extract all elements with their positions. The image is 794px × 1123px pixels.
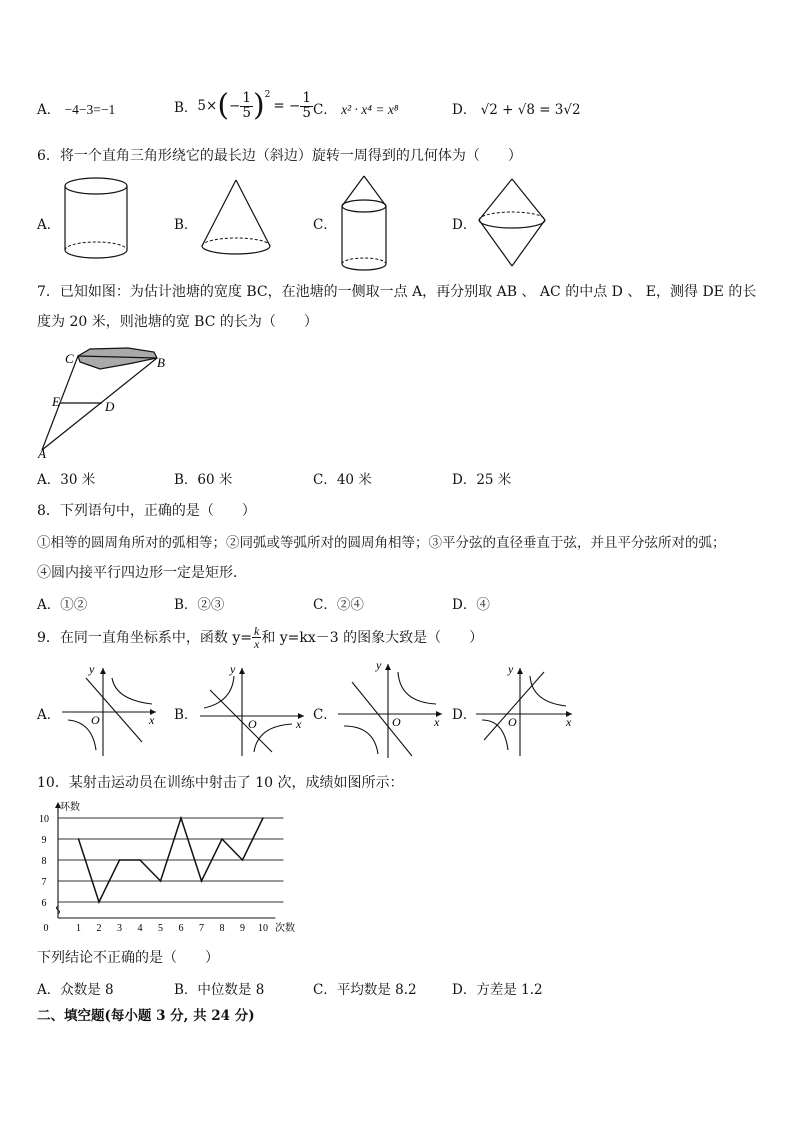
data-point: [160, 880, 162, 882]
q9-stem-post: 和 y=kx－3 的图象大致是（ ）: [261, 630, 484, 646]
q8-option-d: D．④: [452, 597, 490, 613]
q5-option-c: [313, 98, 399, 118]
y-tick-label: 9: [41, 835, 47, 846]
q7-option-c: C．40 米: [313, 472, 372, 488]
origin-label: O: [91, 713, 100, 727]
q9-label-a: A．: [37, 707, 61, 723]
y-tick-label: 8: [41, 856, 47, 867]
x-tick-label: 8: [219, 923, 225, 934]
q9-graph-a: [58, 660, 166, 760]
x-tick-label: 6: [178, 923, 184, 934]
x-tick-label: 5: [158, 923, 163, 934]
q6-cylinder-figure: [58, 172, 134, 272]
q5-option-c-label: C．: [313, 102, 337, 118]
y-axis-title: 环数: [60, 802, 80, 813]
right-paren: ): [252, 88, 265, 123]
q7-option-b: B．60 米: [174, 472, 233, 488]
q6-label-a: A．: [37, 217, 61, 233]
data-point: [119, 859, 121, 861]
q9-label-d: D．: [452, 707, 477, 723]
data-point: [262, 817, 264, 819]
y-tick-label: 10: [39, 814, 49, 825]
y-axis-label: y: [508, 662, 514, 676]
point-e-label: E: [52, 394, 60, 409]
data-point: [201, 880, 203, 882]
q5-option-b-lead: 5×: [197, 98, 218, 114]
data-point: [221, 838, 223, 840]
q10-option-a: A．众数是 8: [37, 982, 114, 998]
y-axis-label: y: [230, 662, 236, 676]
data-point: [180, 817, 182, 819]
point-a-label: A: [38, 446, 46, 460]
q9-stem-pre: 9．在同一直角坐标系中，函数 y=: [37, 630, 252, 646]
x-axis-label: x: [296, 717, 302, 731]
q5-option-b-eq: = −: [273, 98, 301, 114]
x-tick-label: 9: [240, 923, 245, 934]
q8-statement-line2: ④圆内接平行四边形一定是矩形．: [37, 565, 247, 581]
q8-option-a: A．①②: [37, 597, 88, 613]
q5-option-b: B． 5× ( − $\frac{1}{5}$ ) 2 = − $\frac{1}{5}$: [174, 88, 311, 123]
x-tick-label: 3: [117, 923, 122, 934]
origin-tick-label: 0: [43, 923, 49, 934]
q6-stem: 6．将一个直角三角形绕它的最长边（斜边）旋转一周得到的几何体为（ ）: [37, 148, 522, 164]
q8-stem: 8．下列语句中，正确的是（ ）: [37, 503, 256, 519]
q9-graph-c: [336, 656, 448, 762]
q6-cylinder-with-cone-figure: [334, 172, 394, 276]
q6-cone-figure: [196, 172, 276, 272]
x-axis-label: x: [149, 713, 155, 727]
x-tick-label: 2: [96, 923, 102, 934]
q5-option-b-label: B．: [174, 100, 198, 116]
y-tick-label: 6: [41, 898, 47, 909]
q10-option-c: C．平均数是 8.2: [313, 982, 417, 998]
data-point: [78, 838, 80, 840]
q5-option-a-label: A．: [37, 102, 61, 118]
x-tick-label: 1: [76, 923, 81, 934]
x-axis-label: x: [566, 715, 572, 729]
x-axis-title: 次数: [275, 923, 295, 934]
q7-option-a: A．30 米: [37, 472, 96, 488]
q6-label-c: C．: [313, 217, 337, 233]
q5-option-c-expr: x² · x⁴ = x⁸: [341, 102, 399, 117]
point-b-label: B: [157, 355, 165, 370]
y-tick-label: 7: [41, 877, 47, 888]
q6-label-d: D．: [452, 217, 477, 233]
q8-statement-line1: ①相等的圆周角所对的弧相等；②同弧或等弧所对的圆周角相等；③平分弦的直径垂直于弦，并且平分弦所对的弧；: [37, 535, 726, 551]
q10-stem: 10．某射击运动员在训练中射击了 10 次，成绩如图所示：: [37, 775, 404, 791]
x-tick-label: 4: [137, 923, 143, 934]
x-tick-label: 7: [199, 923, 204, 934]
q5-option-d-label: D．: [452, 102, 477, 118]
data-point: [98, 901, 100, 903]
q8-option-c: C．②④: [313, 597, 364, 613]
q7-stem-line2: 度为 20 米，则池塘的宽 BC 的长为（ ）: [37, 314, 318, 330]
data-point: [139, 859, 141, 861]
q5-option-b-result-fraction: $\frac{1}{5}$: [302, 90, 311, 121]
q5-option-d: [452, 98, 581, 118]
q10-after: 下列结论不正确的是（ ）: [37, 950, 219, 966]
y-axis-label: y: [376, 658, 382, 672]
x-tick-label: 10: [258, 923, 268, 934]
q9-label-b: B．: [174, 707, 198, 723]
q9-label-c: C．: [313, 707, 337, 723]
q9-stem: [37, 620, 483, 654]
q7-option-d: D．25 米: [452, 472, 512, 488]
q9-graph-b: [196, 660, 310, 760]
q9-graph-d: [474, 660, 578, 760]
q9-k-over-x: $\frac{k}{x}$: [254, 623, 260, 651]
q7-stem-line1: 7．已知如图：为估计池塘的宽度 BC，在池塘的一侧取一点 A，再分别取 AB 、 AC 的中点 D 、 E，测得 DE 的长: [37, 284, 757, 300]
q5-option-d-expr: √2 + √8 = 3√2: [480, 102, 581, 118]
q6-double-cone-figure: [474, 174, 550, 274]
x-axis-label: x: [434, 715, 440, 729]
q5-option-b-fraction: $\frac{1}{5}$: [242, 90, 251, 121]
section2-title: 二、填空题(每小题 3 分, 共 24 分): [37, 1008, 255, 1024]
y-axis-label: y: [89, 662, 95, 676]
left-paren: (: [217, 88, 230, 123]
origin-label: O: [392, 715, 401, 729]
q10-option-d: D．方差是 1.2: [452, 982, 543, 998]
q5-option-a: [37, 98, 115, 118]
point-c-label: C: [65, 351, 74, 366]
q10-option-b: B．中位数是 8: [174, 982, 265, 998]
origin-label: O: [248, 717, 257, 731]
q5-option-a-expr: −4−3=−1: [64, 102, 116, 117]
q8-option-b: B．②③: [174, 597, 225, 613]
point-d-label: D: [105, 399, 115, 414]
q7-pond-figure: [32, 342, 172, 460]
q10-line-chart: [30, 798, 306, 940]
q6-label-b: B．: [174, 217, 198, 233]
data-point: [242, 859, 244, 861]
origin-label: O: [508, 715, 517, 729]
